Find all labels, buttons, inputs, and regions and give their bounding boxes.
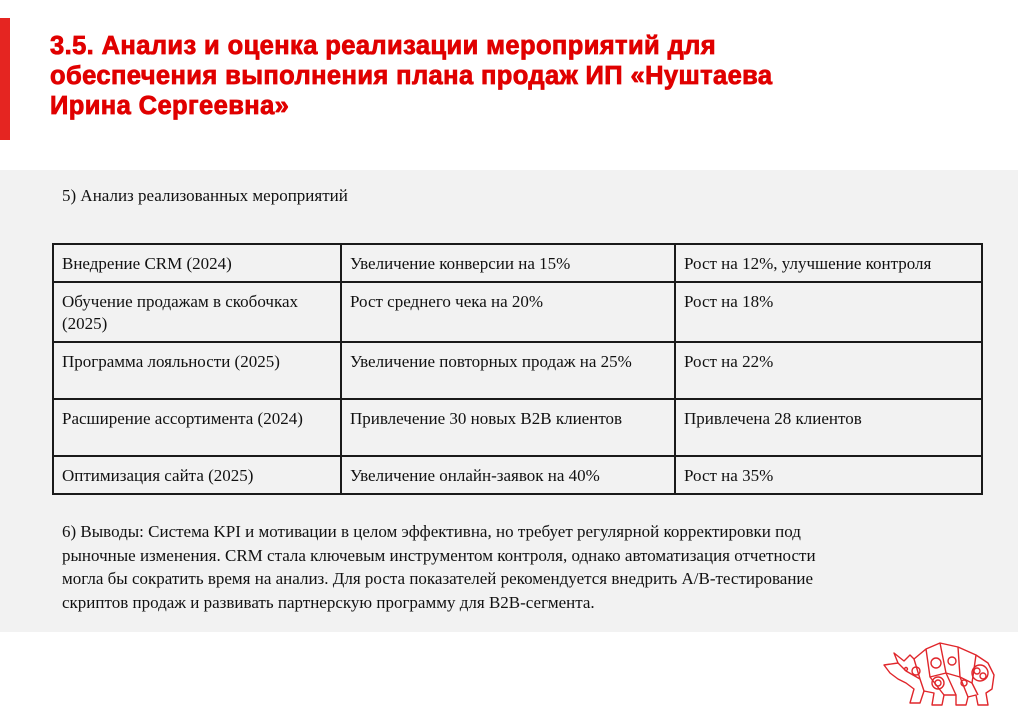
conclusion-line: 6) Выводы: Система KPI и мотивации в целом эффективна, но требует регулярной корректировки под: [62, 522, 801, 541]
goal-cell: Рост среднего чека на 20%: [341, 282, 675, 342]
analysis-heading: 5) Анализ реализованных мероприятий: [62, 186, 348, 205]
conclusion-line: рыночные изменения. CRM стала ключевым инструментом контроля, однако автоматизация отчетности: [62, 545, 816, 565]
goal-cell: Привлечение 30 новых B2B клиентов: [341, 399, 675, 456]
result-cell: Рост на 22%: [675, 342, 982, 399]
goal-cell: Увеличение повторных продаж на 25%: [341, 342, 675, 399]
activity-cell: Оптимизация сайта (2025): [53, 456, 341, 494]
table-row: [53, 244, 982, 282]
activity-cell: Программа лояльности (2025): [53, 342, 341, 399]
conclusion-line: могла бы сократить время на анализ. Для роста показателей рекомендуется внедрить A/B-тестирование: [62, 569, 814, 588]
activity-cell: Обучение продажам в скобочках (2025): [53, 282, 341, 342]
rhino-logo-icon: [880, 633, 1010, 713]
goal-cell: Увеличение онлайн-заявок на 40%: [341, 456, 675, 494]
conclusion-line: скриптов продаж и развивать партнерскую программу для B2B-сегмента.: [62, 592, 595, 612]
title-line: 3.5. Анализ и оценка реализации мероприятий для: [50, 32, 717, 60]
table-row: [53, 399, 982, 456]
table-row: [53, 456, 982, 494]
accent-bar: [0, 18, 10, 140]
result-cell: Рост на 12%, улучшение контроля: [675, 244, 982, 282]
slide-title: [50, 31, 950, 121]
conclusions-text: [62, 520, 962, 614]
goal-cell: Увеличение конверсии на 15%: [341, 244, 675, 282]
activity-cell: Расширение ассортимента (2024): [53, 399, 341, 456]
result-cell: Рост на 18%: [675, 282, 982, 342]
title-line: обеспечения выполнения плана продаж ИП «Нуштаева: [50, 62, 773, 90]
result-cell: Привлечена 28 клиентов: [675, 399, 982, 456]
title-line: Ирина Сергеевна»: [50, 92, 290, 120]
result-cell: Рост на 35%: [675, 456, 982, 494]
table-row: [53, 282, 982, 342]
table-row: [53, 342, 982, 399]
activity-cell: Внедрение CRM (2024): [53, 244, 341, 282]
activities-table: [52, 243, 983, 495]
